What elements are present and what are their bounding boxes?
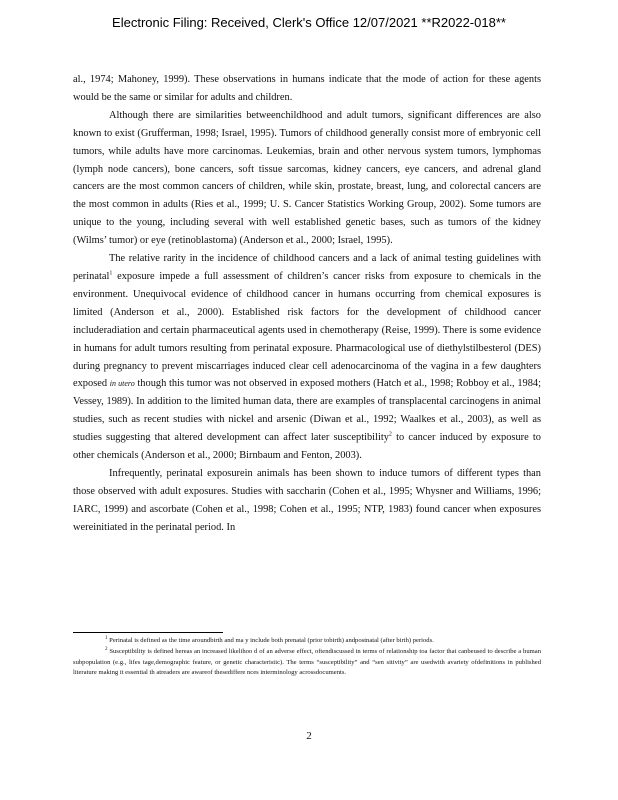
footnote-ref-1: 1 [109,270,113,277]
footnote-mark: 1 [105,635,108,641]
paragraph-continuation: al., 1974; Mahoney, 1999). These observations in humans indicate that the mode of action for these agents would be the same or similar for adults and children. [73,74,541,103]
paragraph-tumor-differences: Although there are similarities betweenchildhood and adult tumors, significant differences are also known to exist (Grufferman, 1998; Israel, 1995). Tumors of childhood generally consist more of embryonic cell tumors, while adults have more carcinomas. Leukemias, brain and other nervous system tumors, lymphomas (lymph node cancers), bone cancers, soft tissue sarcomas, kidney cancers, eye cancers, and adrenal gland cancers are the most common cancers of children, while skin, prostate, breast, lung, and colorectal cancers are the most common in adults (Ries et al., 1999; U. S. Cancer Statistics Working Group, 2002). Some tumors are unique to the young, including several with well established genetic bases, such as tumors of the kidney (Wilms’ tumor) or eye (retinoblastoma) (Anderson et al., 2000; Israel, 1995). [73,109,541,247]
footnote-text: Susceptibility is defined hereas an increased likelihoo d of an adverse effect, oftendiscussed in terms of relationship toa factor that canbeused to describe a human subpopulation (e.g., lifes tage,demographic feature, or genetic characteristic). The terms “susceptibility” and “sen sitivity” are usedwith avariety ofdefinitions in published literature making it essential th atreaders are awareof thesediffere nces interminology acrossdocuments. [73,647,541,677]
paragraph-perinatal-exposure [73,250,541,465]
paragraph-text: to cancer induced by exposure to other chemicals (Anderson et al., 2000; Birnbaum and Fenton, 2003). [73,432,541,462]
filing-header: Electronic Filing: Received, Clerk's Office 12/07/2021 **R2022-018** [112,15,506,30]
document-body [73,71,541,537]
italic-term: in utero [109,379,135,389]
footnote-divider [73,632,223,633]
paragraph-animal-studies: Infrequently, perinatal exposurein animals has been shown to induce tumors of different types than those observed with adult exposures. Studies with saccharin (Cohen et al., 1995; Whysner and Williams, 1996; IARC, 1999) and ascorbate (Cohen et al., 1998; Cohen et al., 1995; NTP, 1983) found cancer when exposures wereinitiated in the perinatal period. In [73,467,541,533]
paragraph-text: exposure impede a full assessment of children’s cancer risks from exposure to chemicals in the environment. Unequivocal evidence of childhood cancer in humans occurring from chemical exposures is limited (Anderson et al., 2000). Established risk factors for the development of childhood cancer includeradiation and certain pharmaceutical agents used in chemotherapy (Reise, 1999). There is some evidence in humans for adult tumors resulting from perinatal exposure. Pharmacological use of diethylstilbesterol (DES) during pregnancy to prevent miscarriages induced clear cell adenocarcinoma of the vagina in a few daughters exposed [73,270,541,390]
page-number: 2 [306,730,312,742]
footnote-2 [73,647,541,679]
footnotes [73,636,541,679]
footnote-1 [73,636,541,647]
footnote-mark: 2 [105,646,108,652]
footnote-text: Perinatal is defined as the time aroundbirth and ma y include both prenatal (prior tobirth) andpostnatal (after birth) periods. [107,637,434,644]
footnote-ref-2: 2 [388,431,392,438]
paragraph-text: The relative rarity in the incidence of childhood cancers and a lack of animal testing guidelines with perinatal [73,253,541,282]
paragraph-text: though this tumor was not observed in exposed mothers (Hatch et al., 1998; Robboy et al., 1984; Vessey, 1989). In addition to the limited human data, there are examples of transplacental carcinogens in animal studies, such as recent studies with nickel and arsenic (Diwan et al., 1992; Waalkes et al., 2003), as well as studies suggesting that altered development can affect later susceptibility [73,378,541,444]
